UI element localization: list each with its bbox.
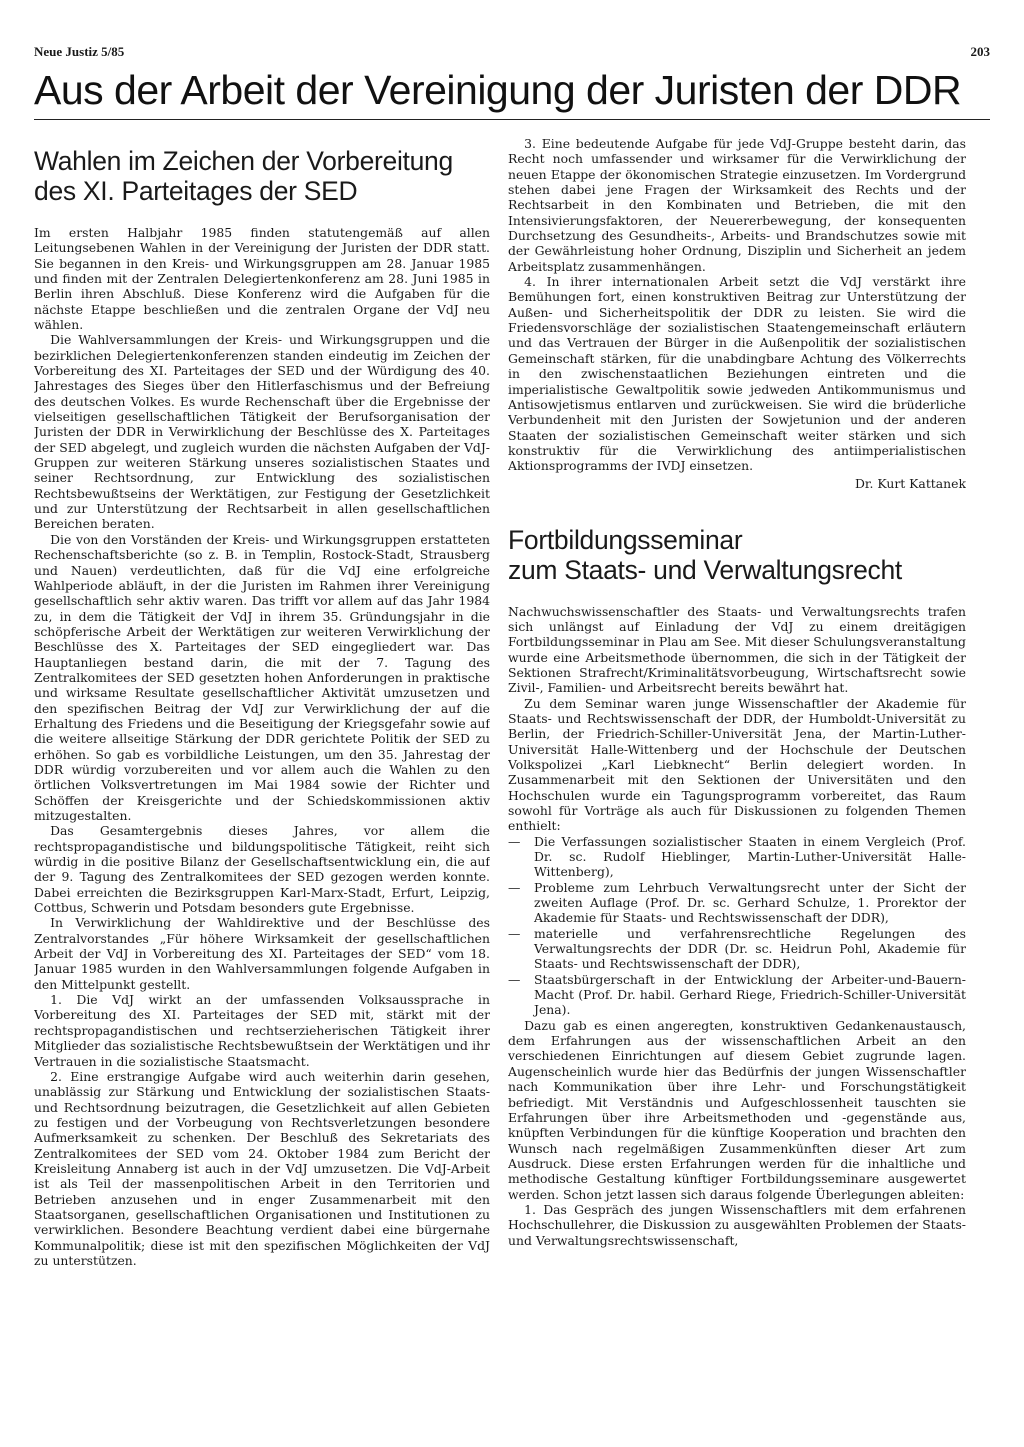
article-title-line: Fortbildungsseminar: [508, 524, 743, 555]
list-item-text: Staatsbürgerschaft in der Entwicklung der Arbeiter-und-Bauern-Macht (Prof. Dr. habil. Gerhard Riege, Friedrich-Schiller-Universität Jena).: [534, 971, 966, 1018]
paragraph: Dazu gab es einen angeregten, konstruktiven Gedankenaustausch, dem Erfahrungen aus der wissenschaftlichen Arbeit an den verschiedenen Einrichtungen auf diesem Gebiet zugrunde lagen. Augenscheinlich wurde hier das Bedürfnis der jungen Wissenschaftler nach Kommunikation über ihre Lehr- und Forschungstätigkeit befriedigt. Mit Verständnis und Aufgeschlossenheit tauschten sie Erfahrungen über ihre Arbeitsmethoden und -gegenstände aus, knüpften Verbindungen für die künftige Kooperation und brachten den Wunsch nach regelmäßigen Zusammenkünften dieser Art zum Ausdruck. Diese ersten Erfahrungen werden für die inhaltliche und methodische Gestaltung künftiger Fortbildungsseminare ausgewertet werden. Schon jetzt lassen sich daraus folgende Überlegungen ableiten:: [508, 1017, 966, 1202]
article-title-wahlen: [34, 146, 490, 207]
paragraph: 3. Eine bedeutende Aufgabe für jede VdJ-Gruppe besteht darin, das Recht noch umfassender und wirksamer für die Verwirklichung der neuen Etappe der ökonomischen Strategie einzusetzen. Im Vordergrund stehen dabei jene Fragen der Wirksamkeit des Rechts und der Rechtsarbeit in den Kombinaten und Betrieben, die mit den Intensivierungsfaktoren, der Neuererbewegung, der konsequenten Durchsetzung des Gesundheits-, Arbeits- und Brandschutzes sowie mit der Gewährleistung hoher Ordnung, Disziplin und Sicherheit an jedem Arbeitsplatz zusammenhängen.: [508, 136, 966, 274]
list-item: [508, 926, 966, 972]
paragraph: Das Gesamtergebnis dieses Jahres, vor allem die rechtspropagandistische und bildungspolitische Tätigkeit, reiht sich würdig in die positive Bilanz der Gesellschaftsentwicklung ein, die auf der 9. Tagung des Zentralkomitees der SED gezogen werden konnte. Dabei erreichten die Bezirksgruppen Karl-Marx-Stadt, Erfurt, Leipzig, Cottbus, Schwerin und Potsdam besonders gute Ergebnisse.: [34, 823, 490, 916]
list-item-text: materielle und verfahrensrechtliche Regelungen des Verwaltungsrechts der DDR (Dr. sc. Heidrun Pohl, Akademie für Staats- und Rechtswissenschaft der DDR),: [534, 925, 966, 972]
running-head: [34, 44, 990, 60]
article-title-line: zum Staats- und Verwaltungsrecht: [508, 555, 902, 586]
paragraph: Zu dem Seminar waren junge Wissenschaftler der Akademie für Staats- und Rechtswissenschaft der DDR, der Humboldt-Universität zu Berlin, der Friedrich-Schiller-Universität Jena, der Martin-Luther-Universität Halle-Wittenberg und der Hochschule der Deutschen Volkspolizei „Karl Liebknecht“ Berlin delegiert worden. In Zusammenarbeit mit den Sektionen der Universitäten und den Hochschulen wurde ein Tagungsprogramm vorbereitet, das Raum sowohl für Vorträge als auch für Diskussionen zu folgenden Themen enthielt:: [508, 695, 966, 834]
article-title-fortbildung: [508, 525, 966, 586]
page-number: 203: [970, 44, 990, 59]
author-signature: Dr. Kurt Kattanek: [855, 475, 966, 491]
paragraph: Die von den Vorständen der Kreis- und Wirkungsgruppen erstatteten Rechenschaftsberichte (so z. B. in Templin, Rostock-Stadt, Strausberg und Nauen) verdeutlichten, daß für die VdJ eine erfolgreiche Wahlperiode abläuft, in der die Juristen im Rahmen ihrer Vereinigung gesellschaftlich sehr aktiv waren. Das trifft vor allem auf das Jahr 1984 zu, in dem die Tätigkeit der VdJ in ihrem 35. Gründungsjahr in die schöpferische Arbeit der Werktätigen zur weiteren Verwirklichung der Beschlüsse des X. Parteitages der SED eingegliedert war. Das Hauptanliegen bestand darin, die mit der 7. Tagung des Zentralkomitees der SED gesetzten hohen Anforderungen in praktische und wirksame Resultate gesellschaftlicher Aktivität umzusetzen und den spezifischen Beitrag der VdJ zur Verwirklichung der auf die Erhaltung des Friedens und die Beseitigung der Kriegsgefahr sowie auf die weitere allseitige Stärkung der DDR gerichtete Politik der SED zu erhöhen. So gab es vorbildliche Leistungen, um den 35. Jahrestag der DDR würdig vorzubereiten und vor allem auch die Wahlen zu den örtlichen Volksvertretungen im Mai 1984 sowie der Richter und Schöffen der Kreisgerichte und der Schiedskommissionen aktiv mitzugestalten.: [34, 531, 490, 823]
section-title: Aus der Arbeit der Vereinigung der Juristen der DDR: [34, 68, 990, 120]
list-dash: —: [508, 925, 521, 941]
list-dash: —: [508, 833, 521, 849]
paragraph: 4. In ihrer internationalen Arbeit setzt die VdJ verstärkt ihre Bemühungen fort, einen konstruktiven Beitrag zur Unterstützung der Außen- und Sicherheitspolitik der DDR zu leisten. Sie wird die Friedensvorschläge der sozialistischen Staatengemeinschaft erläutern und das Vertrauen der Bürger in die Außenpolitik der sozialistischen Gemeinschaft stärken, für die unabdingbare Achtung des Völkerrechts in den zwischenstaatlichen Beziehungen eintreten und die imperialistische Gewaltpolitik sowie jedweden Antikommunismus und Antisowjetismus entlarven und zurückweisen. Sie wird die brüderliche Verbundenheit mit den Juristen der Sowjetunion und der anderen Staaten der sozialistischen Gemeinschaft weiter stärken und sich konstruktiv für die Verwirklichung des antiimperialistischen Aktionsprogramms der IVDJ einsetzen.: [508, 274, 966, 474]
list-item: [508, 834, 966, 880]
paragraph: 1. Das Gespräch des jungen Wissenschaftlers mit dem erfahrenen Hochschullehrer, die Diskussion zu ausgewählten Problemen der Staats- und Verwaltungsrechtswissenschaft,: [508, 1201, 966, 1248]
left-column: [34, 136, 490, 1397]
list-item-text: Probleme zum Lehrbuch Verwaltungsrecht unter der Sicht der zweiten Auflage (Prof. Dr. sc. Gerhard Schulze, 1. Prorektor der Akademie für Staats- und Rechtswissenschaft der DDR),: [534, 879, 966, 926]
paragraph: Nachwuchswissenschaftler des Staats- und Verwaltungsrechts trafen sich unlängst auf Einladung der VdJ zu einem dreitägigen Fortbildungsseminar in Plau am See. Mit dieser Schulungsveranstaltung wurde eine Arbeitsmethode übernommen, die sich in der Tätigkeit der Sektionen Strafrecht/Kriminalitätsvorbeugung, Wirtschaftsrecht sowie Zivil-, Familien- und Arbeitsrecht bereits bewährt hat.: [508, 603, 966, 696]
list-dash: —: [508, 971, 521, 987]
journal-issue: Neue Justiz 5/85: [34, 44, 125, 59]
list-item-text: Die Verfassungen sozialistischer Staaten in einem Vergleich (Prof. Dr. sc. Rudolf Hieblinger, Martin-Luther-Universität Halle-Wittenberg),: [534, 833, 966, 880]
paragraph: 2. Eine erstrangige Aufgabe wird auch weiterhin darin gesehen, unablässig zur Stärkung und Entwicklung der sozialistischen Staats- und Rechtsordnung beizutragen, die Gesetzlichkeit auf allen Gebieten zu festigen und der Vorbeugung von Rechtsverletzungen besondere Aufmerksamkeit zu schenken. Der Beschluß des Sekretariats des Zentralkomitees der SED vom 24. Oktober 1984 zum Bericht der Kreisleitung Annaberg ist auch in der VdJ umzusetzen. Die VdJ-Arbeit ist als Teil der massenpolitischen Arbeit in den Territorien und Betrieben anzusehen und in enger Zusammenarbeit mit den Staatsorganen, gesellschaftlichen Organisationen und Institutionen zu verwirklichen. Besondere Beachtung verdient dabei eine bürgernahe Kommunalpolitik; diese ist mit den spezifischen Möglichkeiten der VdJ zu unterstützen.: [34, 1068, 490, 1268]
list-dash: —: [508, 879, 521, 895]
paragraph: 1. Die VdJ wirkt an der umfassenden Volksaussprache in Vorbereitung des XI. Parteitages der SED mit, stärkt mit der rechtspropagandistischen und rechtserzieherischen Tätigkeit ihrer Mitglieder das sozialistische Rechtsbewußtsein der Werktätigen und ihr Vertrauen in die sozialistische Staatsmacht.: [34, 992, 490, 1069]
paragraph: Die Wahlversammlungen der Kreis- und Wirkungsgruppen und die bezirklichen Delegiertenkonferenzen standen eindeutig im Zeichen der Vorbereitung des XI. Parteitages der SED und der Würdigung des 40. Jahrestages des Sieges über den Hitlerfaschismus und der Befreiung des deutschen Volkes. Es wurde Rechenschaft über die Ergebnisse der vielseitigen gesellschaftlichen Tätigkeit der Berufsorganisation der Juristen der DDR in Verwirklichung der Beschlüsse des X. Parteitages der SED abgelegt, und zugleich wurden die nächsten Aufgaben der VdJ-Gruppen zur weiteren Stärkung unseres sozialistischen Staates und seiner Rechtsordnung, zur Entwicklung des sozialistischen Rechtsbewußtseins der Werktätigen, zur Festigung der Gesetzlichkeit und zur Unterstützung der Rechtsarbeit in allen gesellschaftlichen Bereichen beraten.: [34, 332, 490, 532]
article-title-line: des XI. Parteitages der SED: [34, 176, 358, 207]
list-item: [508, 972, 966, 1018]
paragraph: Im ersten Halbjahr 1985 finden statutengemäß auf allen Leitungsebenen Wahlen in der Vereinigung der Juristen der DDR statt. Sie begannen in den Kreis- und Wirkungsgruppen am 28. Januar 1985 und finden mit der Zentralen Delegiertenkonferenz am 28. Juni 1985 in Berlin ihren Abschluß. Diese Konferenz wird die Aufgaben für die nächste Etappe beschließen und die zentralen Organe der VdJ neu wählen.: [34, 224, 490, 332]
article-title-line: Wahlen im Zeichen der Vorbereitung: [34, 146, 453, 176]
topic-list: [508, 834, 966, 1018]
paragraph: In Verwirklichung der Wahldirektive und der Beschlüsse des Zentralvorstandes „Für höhere Wirksamkeit der gesellschaftlichen Arbeit der VdJ in Vorbereitung des XI. Parteitages der SED“ vom 18. Januar 1985 wurden in den Wahlversammlungen folgende Aufgaben in den Mittelpunkt gestellt.: [34, 915, 490, 992]
right-column: [508, 136, 966, 1397]
list-item: [508, 880, 966, 926]
